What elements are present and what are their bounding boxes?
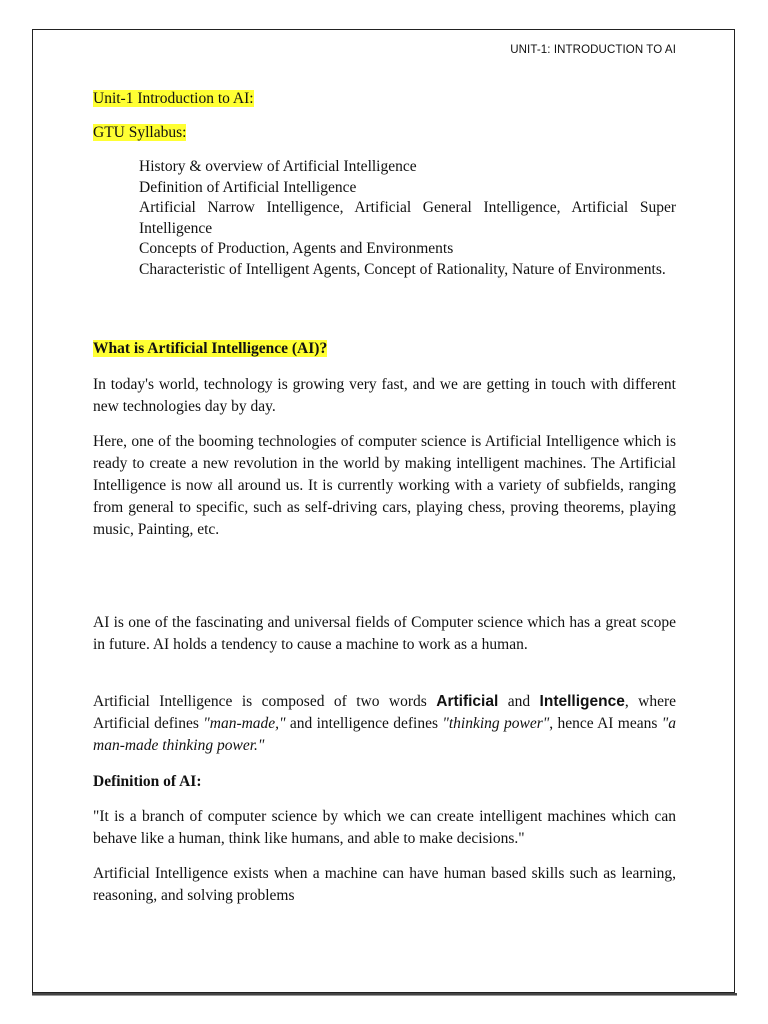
italic-man-made: "man-made," xyxy=(203,715,286,732)
paragraph-intro: In today's world, technology is growing very fast, and we are getting in touch with different new technologies day by day. xyxy=(93,376,676,415)
syllabus-item: Artificial Narrow Intelligence, Artificial General Intelligence, Artificial Super Intelligence xyxy=(139,199,676,237)
syllabus-item: Characteristic of Intelligent Agents, Concept of Rationality, Nature of Environments. xyxy=(139,260,666,278)
paragraph-booming-tech: Here, one of the booming technologies of computer science is Artificial Intelligence which is ready to create a new revolution in the world by making intelligent machines. The Artificial Intelligence is now all around us. It is currently working with a variety of subfields, ranging from general to specific, such as self-driving cars, playing chess, proving theorems, playing music, Painting, etc. xyxy=(93,433,676,538)
syllabus-list xyxy=(139,157,676,280)
definition-heading: Definition of AI: xyxy=(93,773,202,790)
unit-title-text: Unit-1 Introduction to AI: xyxy=(93,90,254,107)
text-run: and intelligence defines xyxy=(285,715,443,732)
running-header: UNIT-1: INTRODUCTION TO AI xyxy=(510,44,676,56)
unit-title xyxy=(93,88,676,110)
syllabus-item: History & overview of Artificial Intelligence xyxy=(139,158,417,175)
syllabus-item: Concepts of Production, Agents and Environments xyxy=(139,240,454,257)
paragraph-two-words xyxy=(93,691,676,757)
text-run: , where Artificial defines xyxy=(93,693,677,732)
syllabus-item: Definition of Artificial Intelligence xyxy=(139,178,357,196)
paragraph-definition-quote: "It is a branch of computer science by which we can create intelligent machines which can behave like a human, think like humans, and able to make decisions." xyxy=(93,808,676,847)
paragraph-human-skills: Artificial Intelligence exists when a machine can have human based skills such as learning, reasoning, and solving problems xyxy=(93,865,676,904)
bold-term-artificial: Artificial xyxy=(436,693,499,710)
footer-rule xyxy=(32,993,737,996)
bold-term-intelligence: Intelligence xyxy=(539,693,625,710)
text-run: Artificial Intelligence is composed of two words xyxy=(93,693,437,710)
italic-thinking-power: "thinking power" xyxy=(442,715,550,732)
italic-definition: "a man-made thinking power." xyxy=(93,715,676,754)
syllabus-title xyxy=(93,122,676,144)
what-is-ai-heading xyxy=(93,338,676,360)
what-is-ai-heading-text: What is Artificial Intelligence (AI)? xyxy=(93,340,328,357)
text-run: , hence AI means xyxy=(549,715,662,732)
paragraph-fascinating-field: AI is one of the fascinating and universal fields of Computer science which has a great scope in future. AI holds a tendency to cause a machine to work as a human. xyxy=(93,614,676,653)
syllabus-title-text: GTU Syllabus: xyxy=(93,124,187,141)
text-run: and xyxy=(498,693,540,710)
